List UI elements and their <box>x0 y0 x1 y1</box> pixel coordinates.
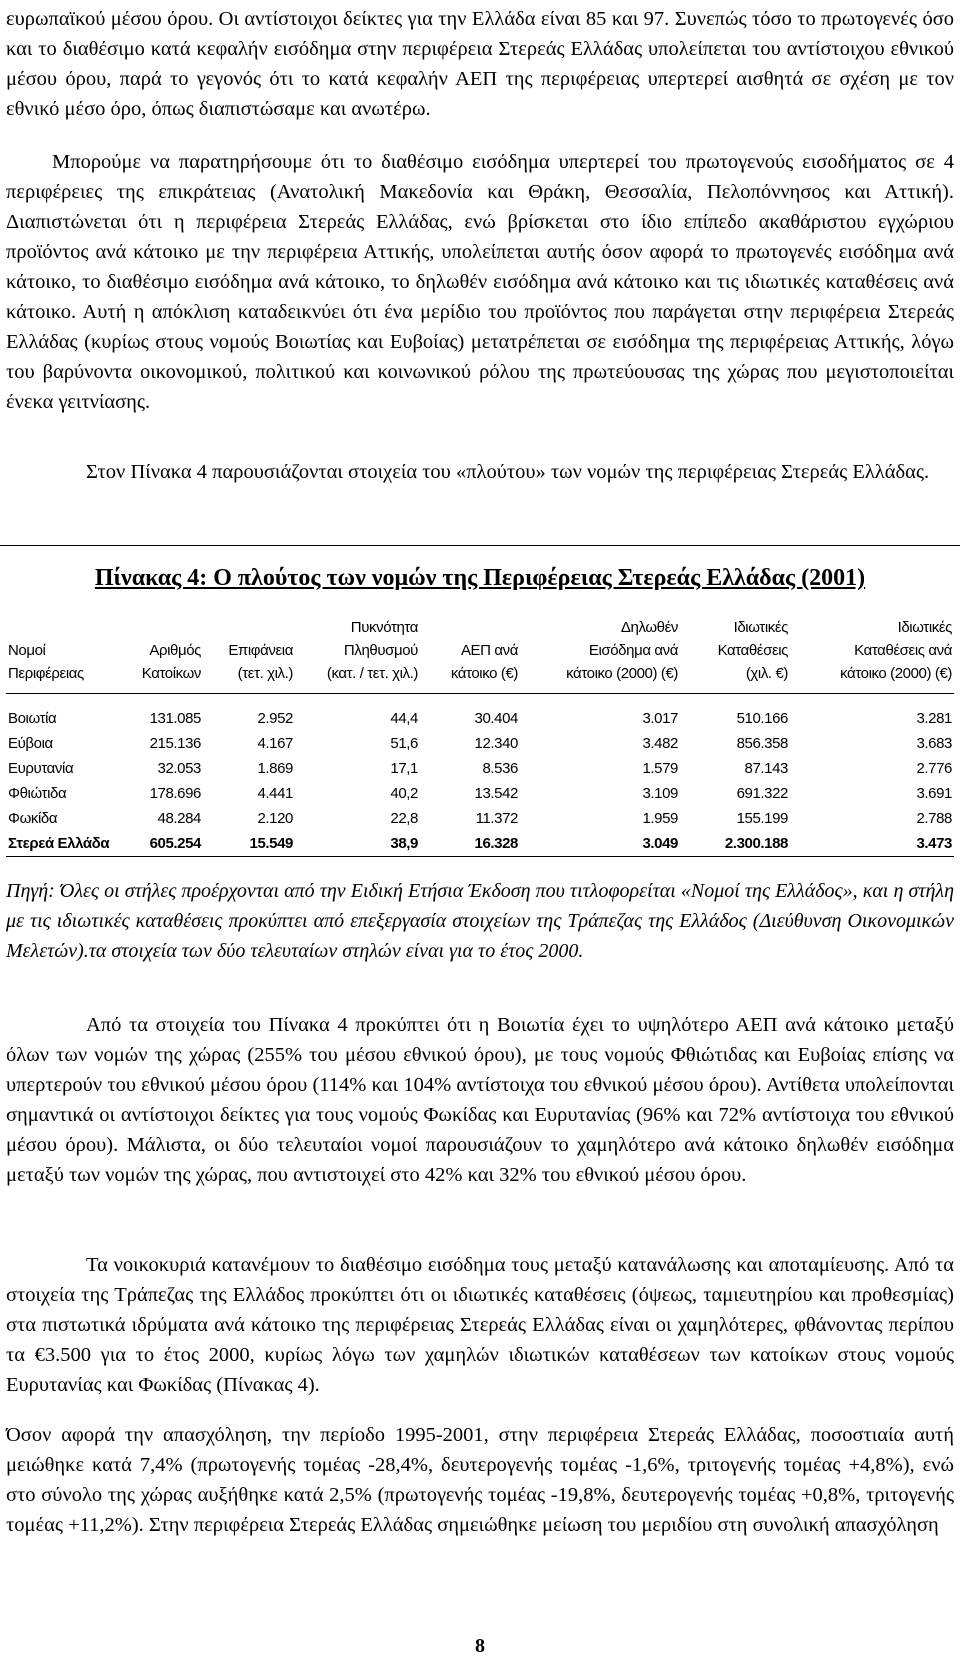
table-cell: Στερεά Ελλάδα <box>6 831 121 857</box>
column-header: Αριθμός <box>149 642 201 659</box>
table-cell: 12.340 <box>474 735 518 752</box>
column-header: Καταθέσεις <box>717 642 788 659</box>
table-cell: 32.053 <box>157 760 201 777</box>
table-cell: 691.322 <box>736 785 788 802</box>
table-cell: 510.166 <box>736 710 788 727</box>
column-header: Δηλωθέν <box>620 619 678 636</box>
table-cell: 8.536 <box>482 760 518 777</box>
table-row <box>6 731 954 756</box>
table-row <box>6 756 954 781</box>
table-cell: 131.085 <box>149 710 201 727</box>
table-cell: 3.049 <box>520 831 680 857</box>
table-cell: 17,1 <box>390 760 418 777</box>
table-cell: 155.199 <box>736 810 788 827</box>
column-header: Κατοίκων <box>121 662 203 694</box>
column-header: Περιφέρειας <box>6 662 121 694</box>
column-header: Πυκνότητα <box>350 619 418 636</box>
table-cell: 3.017 <box>642 710 678 727</box>
table-cell: 3.691 <box>916 785 952 802</box>
table-cell: 11.372 <box>475 810 518 827</box>
column-header: Επιφάνεια <box>228 642 293 659</box>
table-row <box>6 694 954 732</box>
column-header: (κατ. / τετ. χιλ.) <box>295 662 420 694</box>
column-header: κάτοικο (2000) (€) <box>520 662 680 694</box>
table-cell: 3.683 <box>916 735 952 752</box>
table-cell: 4.441 <box>257 785 293 802</box>
column-header: (χιλ. €) <box>680 662 790 694</box>
table-cell: 2.120 <box>257 810 293 827</box>
column-header: Πληθυσμού <box>343 642 418 659</box>
table-cell: 178.696 <box>149 785 201 802</box>
paragraph-1: ευρωπαϊκού μέσου όρου. Οι αντίστοιχοι δείκτες για την Ελλάδα είναι 85 και 97. Συνεπώς τόσο το πρωτογενές όσο και το διαθέσιμο κατά κεφαλήν εισόδημα στην περιφέρεια Στερεάς Ελλάδας υπολείπεται του αντίστοιχου εθνικού μέσου όρου, παρά το γεγονός ότι το κατά κεφαλήν ΑΕΠ της περιφέρειας υπερτερεί αισθητά σε σχέση με τον εθνικό μέσο όρο, όπως διαπιστώσαμε και ανωτέρω. <box>6 8 954 120</box>
table-cell: 48.284 <box>157 810 201 827</box>
column-header: Νομοί <box>8 642 46 659</box>
column-header: Καταθέσεις ανά <box>854 642 952 659</box>
table-cell: 40,2 <box>390 785 418 802</box>
header-row <box>6 662 954 694</box>
table-cell: 87.143 <box>744 760 788 777</box>
column-header: ΑΕΠ ανά <box>460 642 518 659</box>
column-header <box>121 616 203 639</box>
table-cell: 1.579 <box>642 760 678 777</box>
table-cell: Φθιώτιδα <box>8 785 67 802</box>
header-row <box>6 639 954 662</box>
column-header: κάτοικο (2000) (€) <box>790 662 954 694</box>
column-header: Ιδιωτικές <box>733 619 788 636</box>
table-cell: 30.404 <box>474 710 518 727</box>
table-cell: 16.328 <box>420 831 520 857</box>
paragraph-5: Τα νοικοκυριά κατανέμουν το διαθέσιμο εισόδημα τους μεταξύ κατανάλωσης και αποταμίευσης. Από τα στοιχεία της Τράπεζας της Ελλάδος προκύπτει ότι οι ιδιωτικές καταθέσεις (όψεως, ταμιευτηρίου και προθεσμίας) στα πιστωτικά ιδρύματα ανά κάτοικο της περιφέρειας Στερεάς Ελλάδας είναι οι χαμηλότερες, φθάνοντας περίπου τα €3.500 για το έτος 2000, κυρίως λόγω των χαμηλών ιδιωτικών καταθέσεων των κατοίκων στους νομούς Ευρυτανίας και Φωκίδας (Πίνακας 4). <box>6 1254 954 1396</box>
table-cell: 38,9 <box>295 831 420 857</box>
column-header <box>6 616 121 639</box>
table-cell: 3.109 <box>642 785 678 802</box>
column-header: Ιδιωτικές <box>897 619 952 636</box>
table-cell: 2.952 <box>257 710 293 727</box>
column-header <box>420 616 520 639</box>
column-header: (τετ. χιλ.) <box>203 662 295 694</box>
table-cell: 3.482 <box>642 735 678 752</box>
table-cell: 2.300.188 <box>680 831 790 857</box>
table-cell: 44,4 <box>390 710 418 727</box>
header-row <box>6 616 954 639</box>
table-cell: Ευρυτανία <box>8 760 74 777</box>
paragraph-4: Από τα στοιχεία του Πίνακα 4 προκύπτει ότι η Βοιωτία έχει το υψηλότερο ΑΕΠ ανά κάτοικο μεταξύ όλων των νομών της χώρας (255% του μέσου εθνικού όρου), με τους νομούς Φθιώτιδας και Ευβοίας επίσης να υπερτερούν του εθνικού μέσου όρου (114% και 104% αντίστοιχα του εθνικού μέσου όρου). Αντίθετα υπολείπονται σημαντικά οι αντίστοιχοι δείκτες για τους νομούς Φωκίδας και Ευρυτανίας (96% και 72% αντίστοιχα του εθνικού μέσου όρου). Μάλιστα, οι δύο τελευταίοι νομοί παρουσιάζουν το χαμηλότερο ανά κάτοικο δηλωθέν εισόδημα μεταξύ των νομών της χώρας, που αντιστοιχεί στο 42% και 32% του εθνικού μέσου όρου. <box>6 1014 954 1186</box>
table-cell: 1.959 <box>642 810 678 827</box>
table-row <box>6 806 954 831</box>
table-title: Πίνακας 4: Ο πλούτος των νομών της Περιφέρειας Στερεάς Ελλάδας (2001) <box>94 565 866 591</box>
table-cell: Εύβοια <box>8 735 53 752</box>
table-cell: 3.473 <box>790 831 954 857</box>
column-header: κάτοικο (€) <box>420 662 520 694</box>
paragraph-2: Μπορούμε να παρατηρήσουμε ότι το διαθέσιμο εισόδημα υπερτερεί του πρωτογενούς εισοδήματος σε 4 περιφέρειες της επικράτειας (Ανατολική Μακεδονία και Θράκη, Θεσσαλία, Πελοπόννησος και Αττική). Διαπιστώνεται ότι η περιφέρεια Στερεάς Ελλάδας, ενώ βρίσκεται στο ίδιο επίπεδο ακαθάριστου εγχώριου προϊόντος ανά κάτοικο με την περιφέρεια Αττικής, υπολείπεται αυτής όσον αφορά το πρωτογενές εισόδημα ανά κάτοικο, το διαθέσιμο εισόδημα ανά κάτοικο, το δηλωθέν εισόδημα ανά κάτοικο και τις ιδιωτικές καταθέσεις ανά κάτοικο. Αυτή η απόκλιση καταδεικνύει ότι ένα μερίδιο του προϊόντος που παράγεται στην περιφέρεια Στερεάς Ελλάδας (κυρίως στους νομούς Βοιωτίας και Ευβοίας) μετατρέπεται σε εισόδημα της περιφέρειας Αττικής, λόγω του βαρύνοντα οικονομικού, πολιτικού και κοινωνικού ρόλου της πρωτεύουσας της χώρας που μεγιστοποιείται ένεκα γειτνίασης. <box>6 151 954 413</box>
table-cell: 215.136 <box>149 735 201 752</box>
table-cell: 1.869 <box>257 760 293 777</box>
wealth-table <box>6 616 954 857</box>
table-cell: 2.776 <box>916 760 952 777</box>
table-cell: 4.167 <box>257 735 293 752</box>
table-cell: 605.254 <box>121 831 203 857</box>
table-cell: 856.358 <box>736 735 788 752</box>
column-header <box>203 616 295 639</box>
table-cell: Φωκίδα <box>8 810 58 827</box>
page-number: 8 <box>475 1635 485 1657</box>
divider <box>0 545 960 546</box>
table-cell: 3.281 <box>916 710 952 727</box>
total-row <box>6 831 954 857</box>
table-row <box>6 781 954 806</box>
table-cell: Βοιωτία <box>8 710 57 727</box>
table-source-note: Πηγή: Όλες οι στήλες προέρχονται από την Ειδική Ετήσια Έκδοση που τιτλοφορείται «Νομοί της Ελλάδος», και η στήλη με τις ιδιωτικές καταθέσεις προκύπτει από επεξεργασία στοιχείων της Τράπεζας της Ελλάδος (Διεύθυνση Οικονομικών Μελετών).τα στοιχεία των δύο τελευταίων στηλών είναι για το έτος 2000. <box>6 880 954 962</box>
table-cell: 2.788 <box>916 810 952 827</box>
table-cell: 13.542 <box>474 785 518 802</box>
paragraph-3: Στον Πίνακα 4 παρουσιάζονται στοιχεία του «πλούτου» των νομών της περιφέρειας Στερεάς Ελλάδας. <box>86 461 930 483</box>
paragraph-6: Όσον αφορά την απασχόληση, την περίοδο 1995-2001, στην περιφέρεια Στερεάς Ελλάδας, ποσοστιαία αυτή μειώθηκε κατά 7,4% (πρωτογενής τομέας -28,4%, δευτερογενής τομέας -1,6%, τριτογενής τομέας +4,8%), ενώ στο σύνολο της χώρας αυξήθηκε κατά 2,5% (πρωτογενής τομέας -19,8%, δευτερογενής τομέας +0,8%, τριτογενής τομέας +11,2%). Στην περιφέρεια Στερεάς Ελλάδας σημειώθηκε μείωση του μεριδίου στη συνολική απασχόληση <box>6 1424 954 1536</box>
table-cell: 22,8 <box>390 810 418 827</box>
column-header: Εισόδημα ανά <box>588 642 678 659</box>
table-cell: 15.549 <box>203 831 295 857</box>
table-cell: 51,6 <box>390 735 418 752</box>
